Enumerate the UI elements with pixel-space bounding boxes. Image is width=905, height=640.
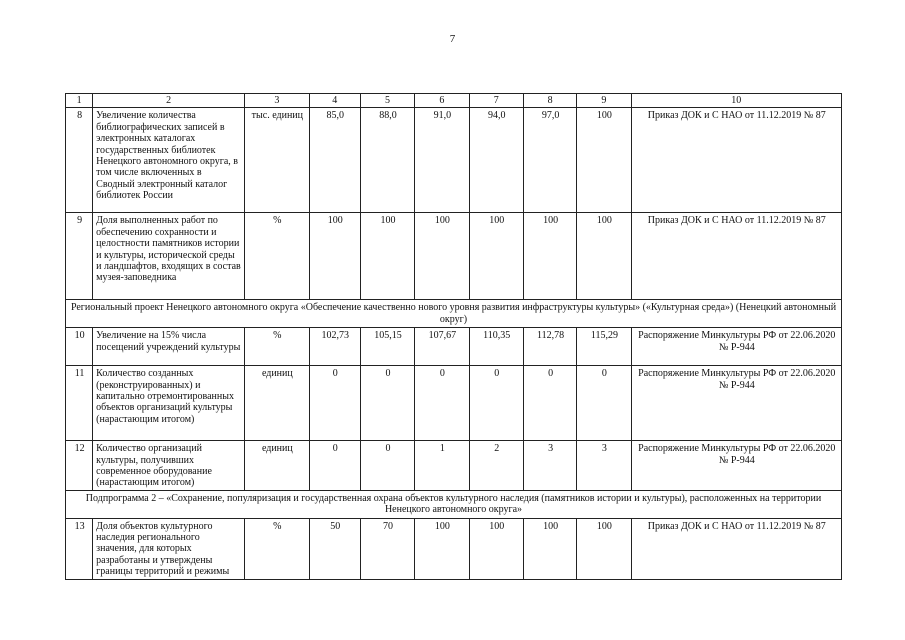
value-cell: 100 (577, 213, 631, 300)
source-document-cell: Распоряжение Минкультуры РФ от 22.06.2020 № Р-944 (631, 366, 841, 441)
value-cell: 105,15 (360, 328, 414, 366)
value-cell: 100 (415, 518, 469, 579)
value-cell: 0 (309, 366, 360, 441)
value-cell: 100 (523, 518, 576, 579)
value-cell: 50 (309, 518, 360, 579)
value-cell: 0 (309, 441, 360, 491)
table-row (66, 213, 842, 300)
header-cell: 8 (523, 94, 576, 108)
value-cell: 110,35 (469, 328, 523, 366)
value-cell: 100 (469, 213, 523, 300)
value-cell: 100 (469, 518, 523, 579)
source-document-cell: Распоряжение Минкультуры РФ от 22.06.2020 № Р-944 (631, 328, 841, 366)
section-row (66, 300, 842, 328)
table-row (66, 366, 842, 441)
row-number-cell: 12 (66, 441, 93, 491)
value-cell: 3 (577, 441, 631, 491)
table-row (66, 441, 842, 491)
value-cell: 100 (415, 213, 469, 300)
source-document-cell: Приказ ДОК и С НАО от 11.12.2019 № 87 (631, 213, 841, 300)
row-number-cell: 10 (66, 328, 93, 366)
value-cell: 112,78 (523, 328, 576, 366)
table-row (66, 518, 842, 579)
value-cell: 107,67 (415, 328, 469, 366)
value-cell: 1 (415, 441, 469, 491)
value-cell: 2 (469, 441, 523, 491)
value-cell: 85,0 (309, 108, 360, 213)
value-cell: 100 (523, 213, 576, 300)
value-cell: 0 (360, 441, 414, 491)
value-cell: 91,0 (415, 108, 469, 213)
value-cell: 0 (523, 366, 576, 441)
section-title: Региональный проект Ненецкого автономного округа «Обеспечение качественно нового уровня развития инфраструктуры культуры» («Культурная среда») (Ненецкий автономный округ) (66, 300, 842, 328)
header-cell: 4 (309, 94, 360, 108)
source-document-cell: Распоряжение Минкультуры РФ от 22.06.2020 № Р-944 (631, 441, 841, 491)
value-cell: 88,0 (360, 108, 414, 213)
indicator-name-cell: Доля выполненных работ по обеспечению сохранности и целостности памятников истории и культуры, исторической среды и ландшафтов, входящих в состав музея-заповедника (93, 213, 245, 300)
header-cell: 5 (360, 94, 414, 108)
value-cell: 0 (577, 366, 631, 441)
source-document-cell: Приказ ДОК и С НАО от 11.12.2019 № 87 (631, 518, 841, 579)
value-cell: 100 (577, 518, 631, 579)
header-cell: 10 (631, 94, 841, 108)
value-cell: 0 (360, 366, 414, 441)
header-cell: 9 (577, 94, 631, 108)
source-document-cell: Приказ ДОК и С НАО от 11.12.2019 № 87 (631, 108, 841, 213)
header-cell: 3 (245, 94, 309, 108)
unit-cell: единиц (245, 366, 309, 441)
unit-cell: единиц (245, 441, 309, 491)
row-number-cell: 9 (66, 213, 93, 300)
value-cell: 102,73 (309, 328, 360, 366)
value-cell: 94,0 (469, 108, 523, 213)
value-cell: 0 (469, 366, 523, 441)
header-cell: 2 (93, 94, 245, 108)
value-cell: 3 (523, 441, 576, 491)
row-number-cell: 8 (66, 108, 93, 213)
indicator-name-cell: Увеличение на 15% числа посещений учреждений культуры (93, 328, 245, 366)
indicator-name-cell: Увеличение количества библиографических записей в электронных каталогах государственных библиотек Ненецкого автономного округа, в том числе включенных в Сводный электронный каталог библиотек России (93, 108, 245, 213)
header-cell: 1 (66, 94, 93, 108)
indicator-name-cell: Количество созданных (реконструированных) и капитально отремонтированных объектов организаций культуры (нарастающим итогом) (93, 366, 245, 441)
value-cell: 115,29 (577, 328, 631, 366)
unit-cell: % (245, 328, 309, 366)
header-cell: 6 (415, 94, 469, 108)
table-body (66, 94, 842, 580)
page-number: 7 (449, 33, 456, 45)
value-cell: 100 (577, 108, 631, 213)
indicator-name-cell: Доля объектов культурного наследия регионального значения, для которых разработаны и утверждены границы территорий и режимы (93, 518, 245, 579)
indicators-table (65, 93, 842, 580)
header-cell: 7 (469, 94, 523, 108)
unit-cell: % (245, 518, 309, 579)
row-number-cell: 13 (66, 518, 93, 579)
value-cell: 70 (360, 518, 414, 579)
header-row (66, 94, 842, 108)
section-title: Подпрограмма 2 – «Сохранение, популяризация и государственная охрана объектов культурного наследия (памятников истории и культуры), расположенных на территории Ненецкого автономного округа» (66, 490, 842, 518)
section-row (66, 490, 842, 518)
value-cell: 100 (360, 213, 414, 300)
unit-cell: тыс. единиц (245, 108, 309, 213)
value-cell: 97,0 (523, 108, 576, 213)
indicator-name-cell: Количество организаций культуры, получивших современное оборудование (нарастающим итогом) (93, 441, 245, 491)
table-row (66, 328, 842, 366)
row-number-cell: 11 (66, 366, 93, 441)
table-row (66, 108, 842, 213)
unit-cell: % (245, 213, 309, 300)
value-cell: 0 (415, 366, 469, 441)
value-cell: 100 (309, 213, 360, 300)
